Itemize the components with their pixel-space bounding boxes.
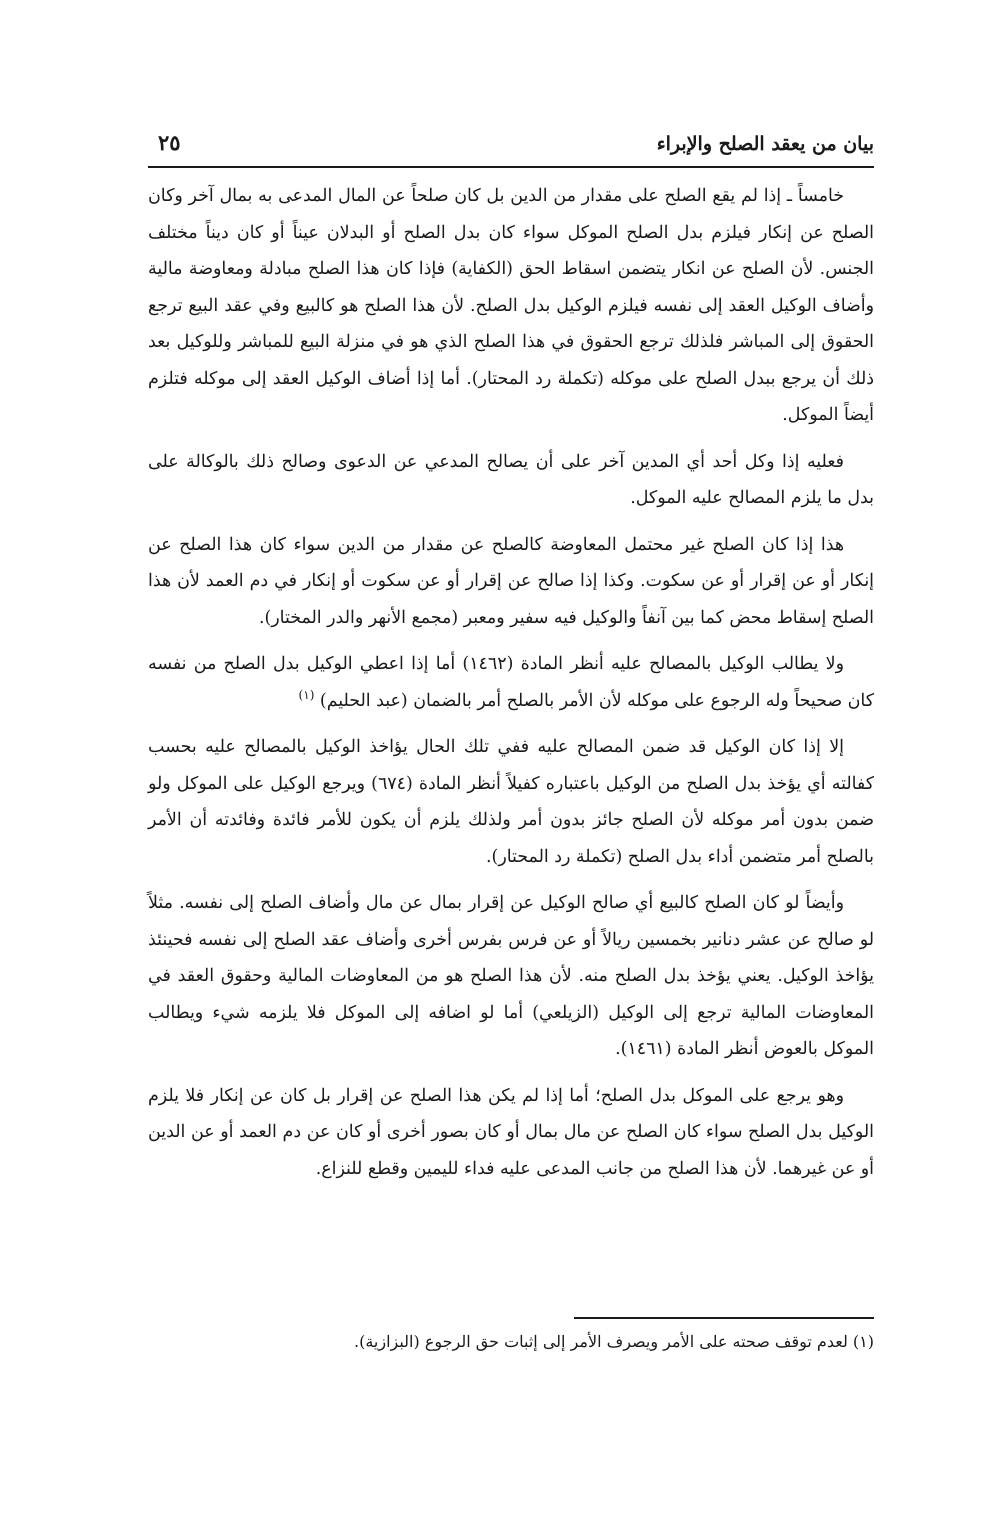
paragraph: [148, 444, 874, 517]
paragraph-text: هذا إذا كان الصلح غير محتمل المعاوضة كالصلح عن مقدار من الدين سواء كان هذا الصلح عن إنكار أو عن إقرار أو عن سكوت. وكذا إذا صالح عن إقرار أو عن سكوت أو إنكار في دم العمد لأن هذا الصلح إسقاط محض كما بين آنفاً والوكيل فيه سفير ومعبر (مجمع الأنهر والدر المختار).: [148, 534, 874, 628]
header-rule: [148, 166, 874, 168]
footnote-rule: [574, 1317, 874, 1319]
paragraph-text: فعليه إذا وكل أحد أي المدين آخر على أن يصالح المدعي عن الدعوى وصالح ذلك بالوكالة على بدل ما يلزم المصالح عليه الموكل.: [148, 451, 874, 508]
paragraph: [148, 178, 874, 434]
paragraph-text: خامساً ـ إذا لم يقع الصلح على مقدار من الدين بل كان صلحاً عن المال المدعى به بمال آخر وكان الصلح عن إنكار فيلزم بدل الصلح الموكل سواء كان بدل الصلح أو البدلان عيناً أو كان ديناً مختلف الجنس. لأن الصلح عن انكار يتضمن اسقاط الحق (الكفاية) فإذا كان هذا الصلح مبادلة ومعاوضة مالية وأضاف الوكيل العقد إلى نفسه فيلزم الوكيل بدل الصلح. لأن هذا الصلح هو كالبيع وفي عقد البيع ترجع الحقوق إلى المباشر فلذلك ترجع الحقوق في هذا الصلح الذي هو في منزلة البيع للمباشر وللوكيل بعد ذلك أن يرجع ببدل الصلح على موكله (تكملة رد المحتار). أما إذا أضاف الوكيل العقد إلى موكله فتلزم أيضاً الموكل.: [148, 186, 874, 425]
body-text: [148, 178, 874, 1187]
paragraph: [148, 729, 874, 875]
running-header: [148, 130, 874, 166]
paragraph-text: وأيضاً لو كان الصلح كالبيع أي صالح الوكيل عن إقرار بمال عن مال وأضاف الصلح إلى نفسه. مثلاً لو صالح عن عشر دنانير بخمسين ريالاً أو عن فرس بفرس أخرى وأضاف عقد الصلح إلى نفسه فحينئذ يؤاخذ الوكيل. يعني يؤخذ بدل الصلح منه. لأن هذا الصلح هو من المعاوضات المالية وحقوق العقد في المعاوضات المالية ترجع إلى الوكيل (الزيلعي) أما لو اضافه إلى الموكل فلا يلزمه شيء ويطالب الموكل بالعوض أنظر المادة (١٤٦١).: [148, 893, 874, 1059]
document-page: [148, 130, 874, 1197]
paragraph: [148, 646, 874, 719]
page-number: ٢٥: [158, 130, 181, 155]
paragraph-text: إلا إذا كان الوكيل قد ضمن المصالح عليه ففي تلك الحال يؤاخذ الوكيل بالمصالح عليه بحسب كفالته أي يؤخذ بدل الصلح من الوكيل باعتباره كفيلاً أنظر المادة (٦٧٤) ويرجع الوكيل على الموكل ولو ضمن بدون أمر موكله لأن الصلح جائز بدون أمر ولذلك يلزم أن يكون للأمر فائدة وفائدته أن الأمر بالصلح أمر متضمن أداء بدل الصلح (تكملة رد المحتار).: [148, 737, 874, 867]
paragraph: [148, 527, 874, 637]
paragraph-text: وهو يرجع على الموكل بدل الصلح؛ أما إذا لم يكن هذا الصلح عن إقرار بل كان عن إنكار فلا يلزم الوكيل بدل الصلح سواء كان الصلح عن مال بمال أو كان بصور أخرى أو كان عن دم العمد أو عن الدين أو عن غيرهما. لأن هذا الصلح من جانب المدعى عليه فداء لليمين وقطع للنزاع.: [148, 1085, 874, 1179]
footnote-reference: (١): [298, 687, 315, 702]
paragraph: [148, 885, 874, 1068]
footnote-area: [148, 1317, 874, 1355]
footnote-text: (١) لعدم توقف صحته على الأمر ويصرف الأمر إلى إثبات حق الرجوع (البزازية).: [353, 1332, 874, 1351]
running-title: بيان من يعقد الصلح والإبراء: [656, 133, 874, 155]
paragraph-text: ولا يطالب الوكيل بالمصالح عليه أنظر المادة (١٤٦٢) أما إذا اعطي الوكيل بدل الصلح من نفسه كان صحيحاً وله الرجوع على موكله لأن الأمر بالصلح أمر بالضمان (عبد الحليم): [148, 654, 874, 711]
paragraph: [148, 1078, 874, 1188]
